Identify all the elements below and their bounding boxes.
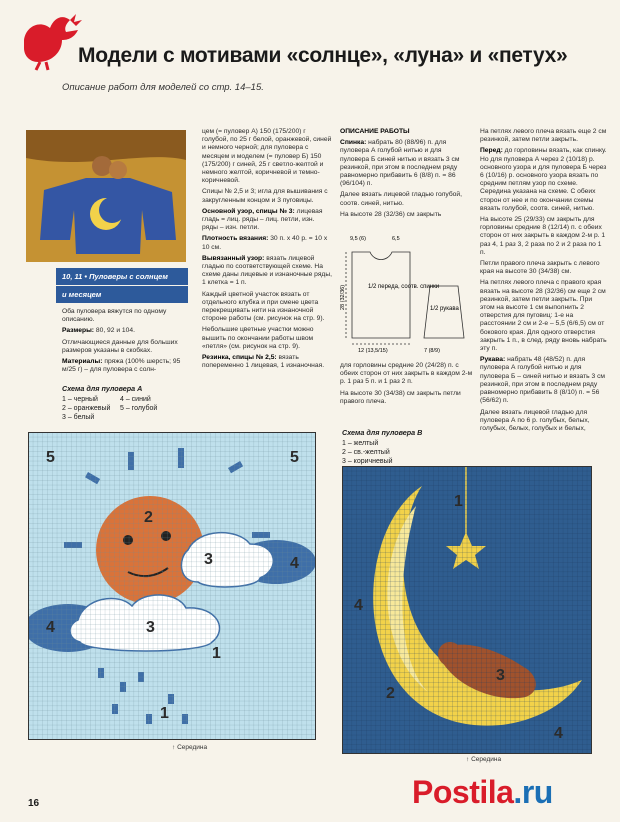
col2-p6: Каждый цветной участок вязать от отдельного клубка и при смене цвета перекрещивать нити на изнаночной стороне работы (см. рисунок на стр. 9). [202,290,325,323]
sleeves-label: Рукава: [480,356,506,364]
col3-p2: Далее вязать лицевой гладью голубой, соотв. синей, нитью. [340,191,462,207]
back-label: Спинка: [340,139,367,147]
work-heading: ОПИСАНИЕ РАБОТЫ [340,128,410,135]
col4-p4: Петли правого плеча закрыть с левого края на высоте 30 (34/38) см. [480,260,600,276]
knitting-chart-a [28,432,316,740]
legend-a-item: 1 – черный [62,396,98,403]
chart-b-center: ↑ Середина [466,756,502,763]
materials-label: Материалы: [62,358,103,366]
page-title: Модели с мотивами «солнце», «луна» и «петух» [78,44,568,67]
pattern-schema [340,226,474,356]
page-subtitle: Описание работ для моделей со стр. 14–15. [62,82,264,93]
chart-b-center-label: Середина [471,756,502,763]
banner-line-2: и месяцем [56,286,188,303]
col2-p4: 30 п. x 40 р. = 10 x 10 см. [202,235,328,251]
intro-text: Оба пуловера вяжутся по одному описанию. [62,308,167,324]
col4-p1: На петлях левого плеча вязать еще 2 см резинкой, затем петли закрыть. [480,128,607,144]
chart-a-label: 3 [146,619,155,636]
column-3-bottom [340,362,474,409]
schema-dim-4: 9,5 (6) [350,236,366,242]
schema-sleeve-label: 1/2 рукава [430,306,459,312]
chart-a-label: 4 [46,619,55,636]
col2-p3-label: Основной узор, спицы № 3: [202,207,295,215]
sweater-photo [26,130,186,262]
chart-a-label: 5 [46,449,55,466]
col2-p7: Небольшие цветные участки можно вышить по окончании работы швом «петля» (см. рисунок на стр. 9). [202,326,314,350]
schema-dim-3: 7 (8/9) [424,348,440,354]
chart-b-label: 3 [496,667,505,684]
sizes-label: Размеры: [62,327,95,335]
col4-p5: На петлях левого плеча с правого края вязать на высоте 28 (32/36) см еще 2 см резинкой, затем петли закрыть. При этом на высоте 1 см выполнить 2 отверстия для пуговиц: 1-е на расстоянии 2 см и 2-е – 5,5 (6/6,5) см от бокового края. Для одного отверстия закрыть 1 п., в след. ряду вновь набрать эту п. [480,279,607,353]
sizes-note: Отличающиеся данные для больших размеров указаны в скобках. [62,338,178,354]
legend-a-item: 5 – голубой [120,405,158,412]
materials-text: пряжа (100% шерсть; 95 м/25 г) – для пуловера с солн- [62,358,181,374]
front-text: до горловины вязать, как спинку. Но для пуловера А через 2 (10/18) р. основного узора и для пуловера Б через 6 (10/16) р. основного узора вязать по средним петлям узор по схеме. Середина указана на схеме. С обеих сторон от нее и по окончании схемы вязать голубой, соотв. синей, нитью. [480,147,607,212]
chart-a-center: ↑ Середина [172,744,208,751]
chart-a-label: 2 [144,509,153,526]
knitting-chart-b [342,466,592,754]
col4-p7: Далее вязать лицевой гладью для пуловера А по 6 р. голубых, белых, голубых, белых, голубых и белых, [480,408,590,432]
watermark-b: .ru [513,774,553,810]
chart-a-label: 1 [160,705,169,722]
front-label: Перед: [480,147,503,155]
chart-a-label: 3 [204,551,213,568]
col2-p3: лицевая гладь = лиц. ряды – лиц. петли, изн. ряды – изн. петли. [202,207,323,232]
col2-p5-label: Вывязанный узор: [202,254,265,262]
sleeves-text: набрать 48 (48/52) п. для пуловера А голубой нитью и для пуловера Б – синей нитью и вязать 3 см резинкой, при этом в последнем ряду равномерно прибавить 8 (8/10) п. = 56 (56/62) п. [480,356,606,405]
legend-b-item: 2 – св.-желтый [342,449,390,456]
sizes-value: 80, 92 и 104. [95,327,135,335]
col3-p3: На высоте 28 (32/36) см закрыть [340,210,442,218]
col2-p1: цем (= пуловер А) 150 (175/200) г голубой, по 25 г белой, оранжевой, синей и немного черной; для пуловера с месяцем и моделем (= пуловер Б) 150 (175/200) г синей, 25 г светло-желтой и немного желтой, коричневой и темно-коричневой. [202,128,332,185]
schema-back-label: 1/2 переда, соотв. спинки [368,284,440,290]
legend-b-title: Схема для пуловера B [342,428,423,437]
chart-b-label: 1 [454,493,463,510]
legend-a-title: Схема для пуловера А [62,384,143,393]
banner-line-1: 10, 11 • Пуловеры с солнцем [56,268,188,285]
chart-a-label: 1 [212,645,221,662]
chart-a-label: 5 [290,449,299,466]
col2-p8: вязать попеременно 1 лицевая, 1 изнаночная. [202,354,325,370]
column-4 [480,128,608,436]
legend-b-item: 1 – желтый [342,440,379,447]
col3-p5: На высоте 30 (34/38) см закрыть петли правого плеча. [340,389,461,405]
column-3 [340,128,472,222]
chart-b-label: 4 [354,597,363,614]
column-2 [202,128,332,373]
watermark [412,774,553,811]
chart-a-center-label: Середина [177,744,208,751]
legend-b-item: 3 – коричневый [342,458,393,465]
legend-a-item: 2 – оранжевый [62,405,111,412]
legend-a [62,384,192,422]
chart-b-label: 2 [386,685,395,702]
model-banner [56,268,188,304]
chart-b-label: 4 [554,725,563,742]
page-number: 16 [28,798,40,809]
watermark-a: Postila [412,774,514,810]
schema-dim-1: 12 (13,5/15) [358,348,388,354]
col2-p2: Спицы № 2,5 и 3; игла для вышивания с закругленным концом и 3 пуговицы. [202,188,328,204]
column-1 [62,308,190,377]
col2-p4-label: Плотность вязания: [202,235,269,243]
legend-a-item: 4 – синий [120,396,151,403]
chart-a-label: 4 [290,555,299,572]
schema-dim-5: 6,5 [392,236,400,242]
col4-p3: На высоте 25 (29/33) см закрыть для горловины средние 8 (12/14) п. с обеих сторон от них закрыть в каждом 2-м р. 1 раз 4, 1 раз 3, 2 раза по 2 и 2 раза по 1 п. [480,216,606,256]
rooster-icon [16,10,86,72]
col3-p4: для горловины средние 20 (24/28) п. с обеих сторон от них закрыть в каждом 2-м р. 1 раз 5 п. и 1 раз 2 п. [340,362,473,386]
schema-dim-2: 28 (32/36) [340,284,346,310]
back-text: набрать 80 (88/96) п. для пуловера А голубой нитью и для пуловера Б синей нитью и вязать 3 см резинкой, при этом в последнем ряду равномерно прибавить 6 (8/8) п. = 86 (96/104) п. [340,139,460,188]
legend-a-item: 3 – белый [62,414,95,421]
col2-p5: вязать лицевой гладью по соответствующей схеме. На схеме даны лицевые и изнаночные ряды, 1 клетка = 1 п. [202,254,333,287]
col2-p8-label: Резинка, спицы № 2,5: [202,354,277,362]
